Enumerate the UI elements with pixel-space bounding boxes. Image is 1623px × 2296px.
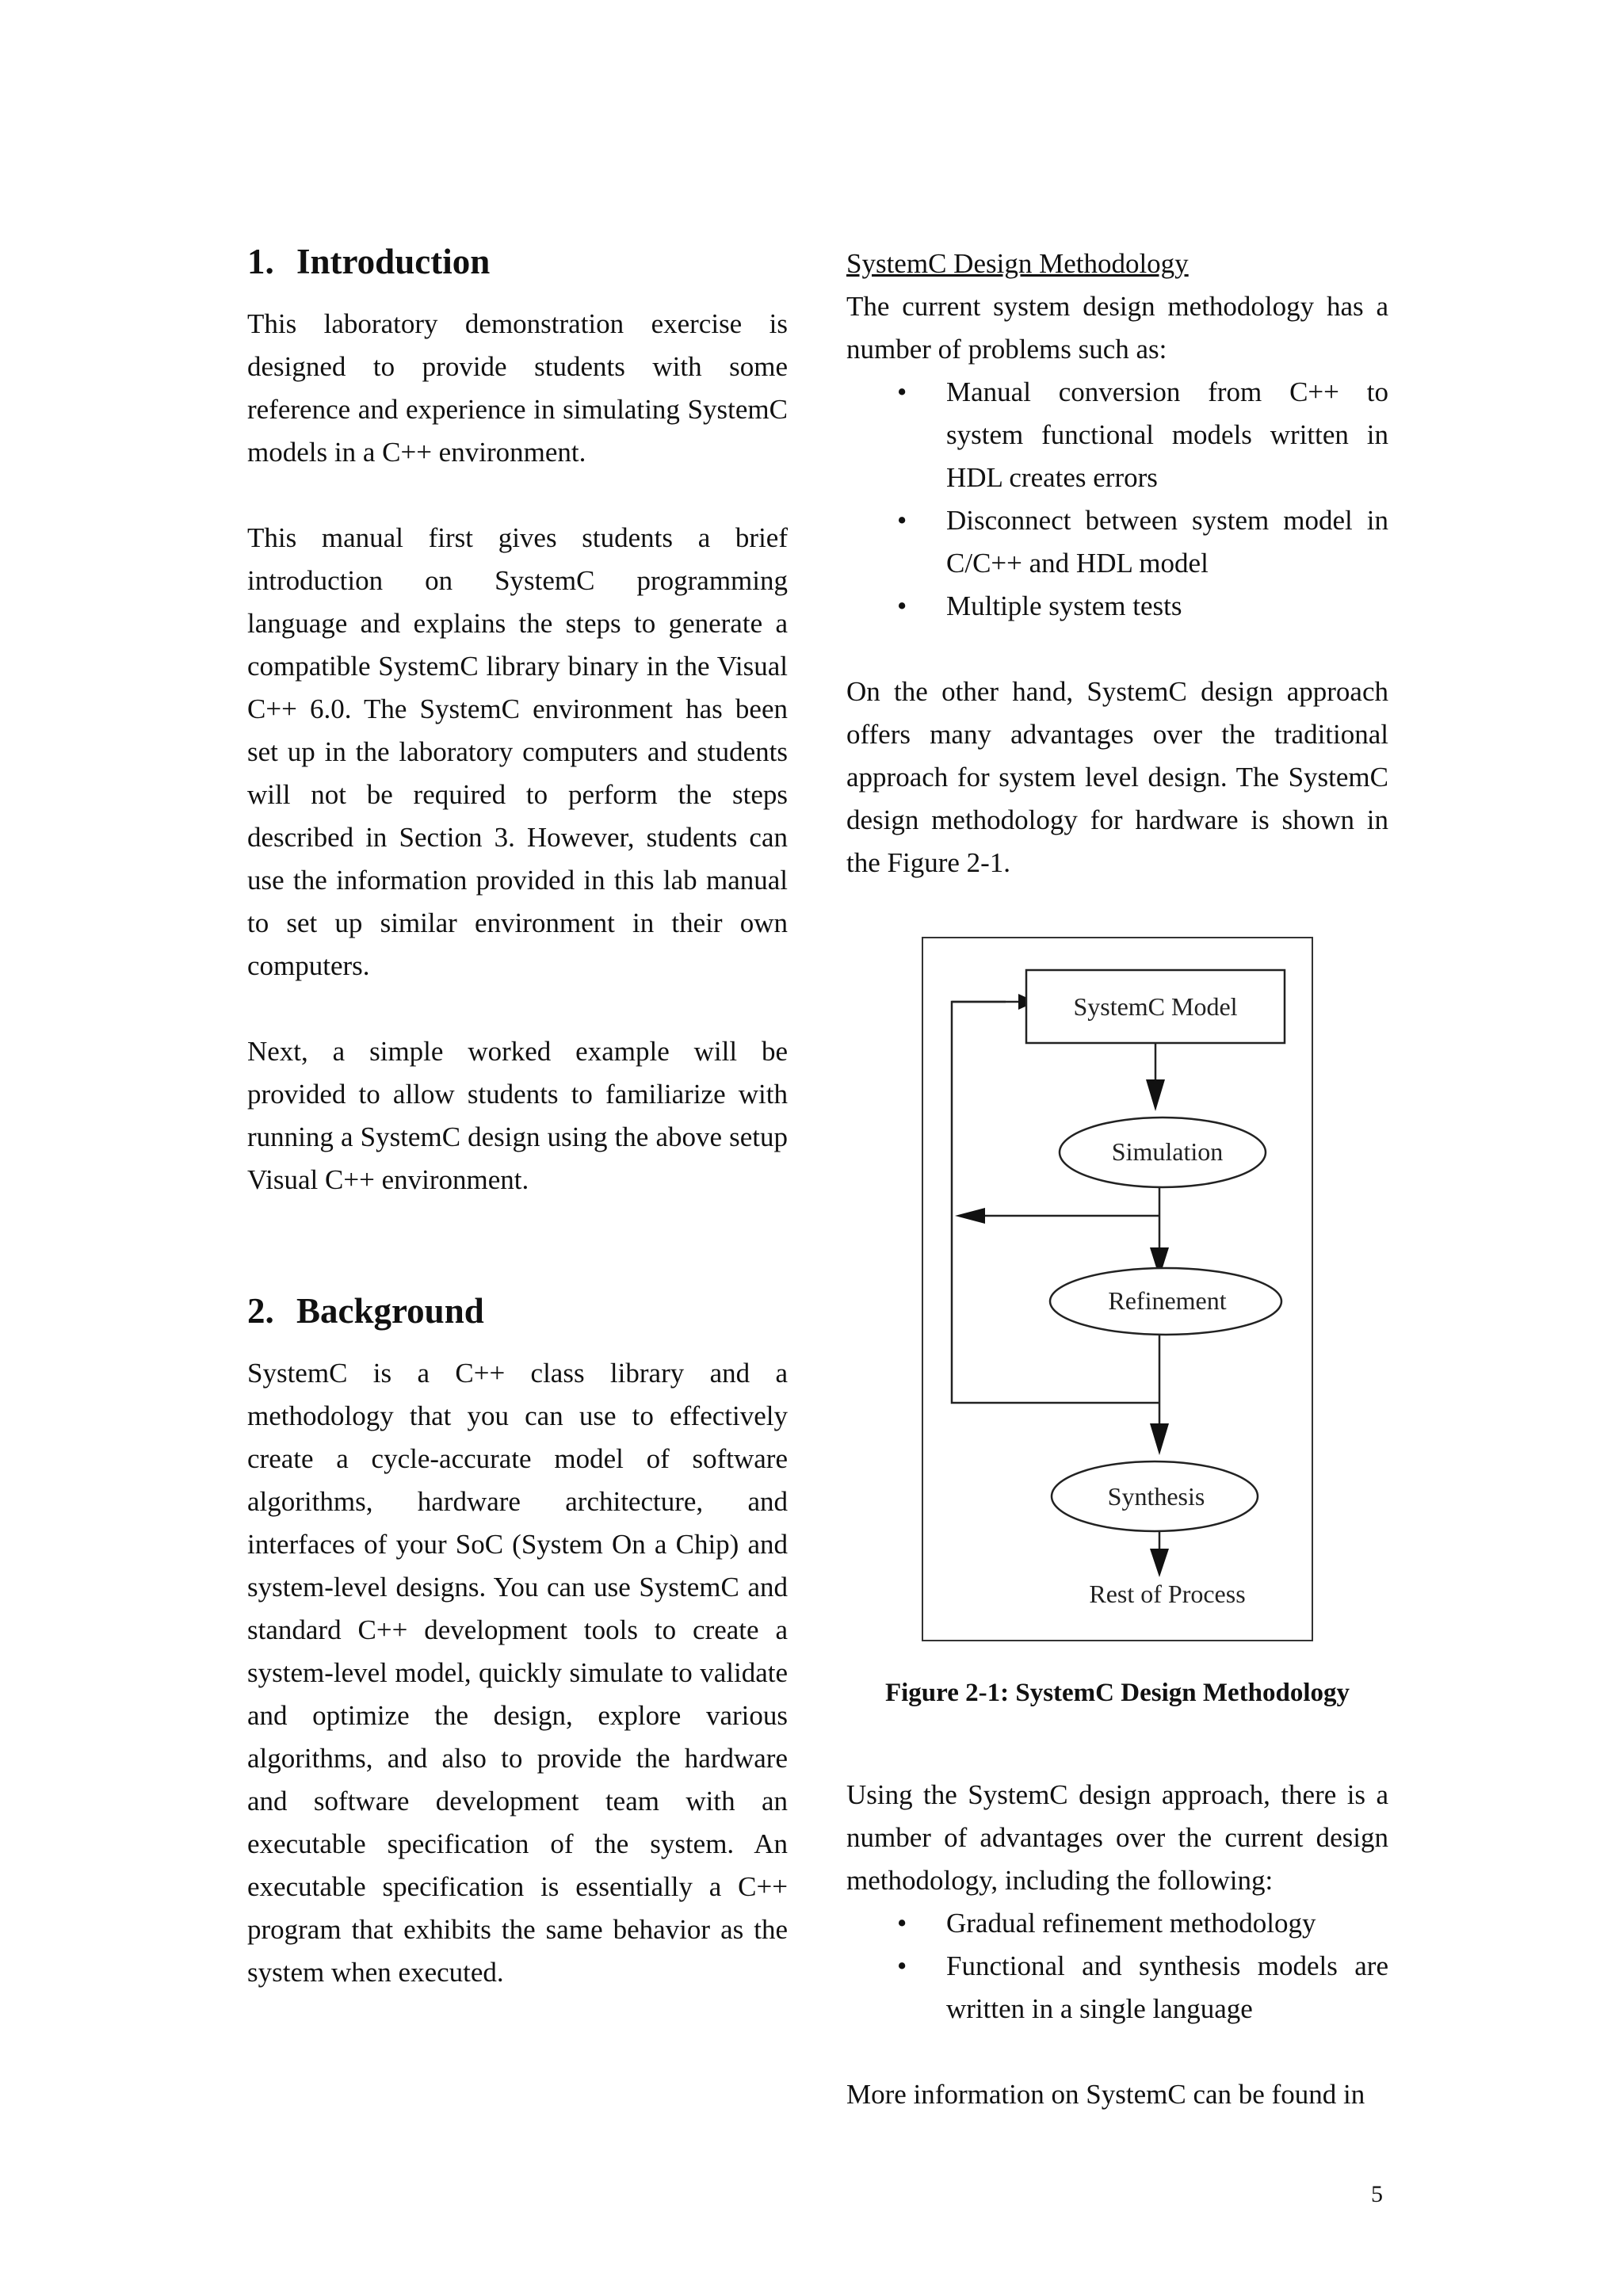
section-number: 1. [247,242,274,281]
arrow-head [1146,1079,1165,1111]
node-label: Refinement [1108,1286,1227,1315]
arrow-head [955,1208,985,1224]
using-paragraph: Using the SystemC design approach, there is a number of advantages over the current design methodology, including the following: [846,1779,1388,1896]
section-title: Introduction [296,242,491,281]
intro-paragraph-2: This manual first gives students a brief introduction on SystemC programming language and explains the steps to generate a compatible SystemC library binary in the Visual C++ 6.0. The SystemC environment has been set up in the laboratory computers and students will not be required to perform the steps described in Section 3. However, students can use the information provided in this lab manual to set up similar environment in their own computers. [247,522,788,981]
node-label: Simulation [1111,1137,1224,1166]
right-column-top [846,243,1388,884]
section-number: 2. [247,1291,274,1331]
bullet: • [897,505,907,536]
arrow-head [1150,1423,1169,1455]
intro-paragraph-1: This laboratory demonstration exercise is designed to provide students with some reference and experience in simulating SystemC models in a C++ environment. [247,308,788,468]
advantages-paragraph: On the other hand, SystemC design approach offers many advantages over the traditional approach for system level design. The SystemC design methodology for hardware is shown in the Figure 2-1. [846,676,1388,878]
flow-diagram [923,938,1312,1640]
section-heading-background [247,1287,788,1335]
arrow-head [1150,1549,1169,1577]
list-item: • Manual conversion from C++ to system functional models written in HDL creates errors [846,371,1388,499]
figure-caption: Figure 2-1: SystemC Design Methodology [884,1679,1350,1707]
benefits-list [846,1902,1388,2030]
problems-intro: The current system design methodology has a number of problems such as: [846,291,1388,365]
bullet: • [897,376,907,407]
bullet: • [897,1908,907,1939]
section-title: Background [296,1291,484,1331]
page-number: 5 [1371,2181,1383,2207]
node-label: Synthesis [1107,1482,1205,1511]
list-item: • Multiple system tests [846,585,1388,628]
background-paragraph: SystemC is a C++ class library and a methodology that you can use to effectively create a cycle-accurate model of software algorithms, hardware architecture, and interfaces of your SoC (System On a Chip) and system-level designs. You can use SystemC and standard C++ development tools to create a system-level model, quickly simulate to validate and optimize the design, explore various algorithms, and also to provide the hardware and software development team with an executable specification of the system. An executable specification is essentially a C++ program that exhibits the same behavior as the system when executed. [247,1358,788,1988]
more-info-line: More information on SystemC can be found in [846,2079,1365,2110]
list-item: • Functional and synthesis models are written in a single language [846,1945,1388,2030]
problems-list [846,371,1388,628]
node-label: SystemC Model [1073,992,1238,1021]
subheading-design-methodology: SystemC Design Methodology [846,248,1189,279]
figure-design-methodology [922,937,1313,1641]
list-item: • Disconnect between system model in C/C++ and HDL model [846,499,1388,585]
section-heading-introduction [247,238,788,285]
list-item: • Gradual refinement methodology [846,1902,1388,1945]
bullet: • [897,1950,907,1981]
feedback-line [952,1002,1159,1403]
right-column-bottom [846,1774,1388,2116]
intro-paragraph-3: Next, a simple worked example will be provided to allow students to familiarize with running a SystemC design using the above setup Visual C++ environment. [247,1036,788,1195]
left-column [247,238,788,1994]
bullet: • [897,590,907,621]
node-rest-of-process: Rest of Process [1089,1580,1246,1608]
